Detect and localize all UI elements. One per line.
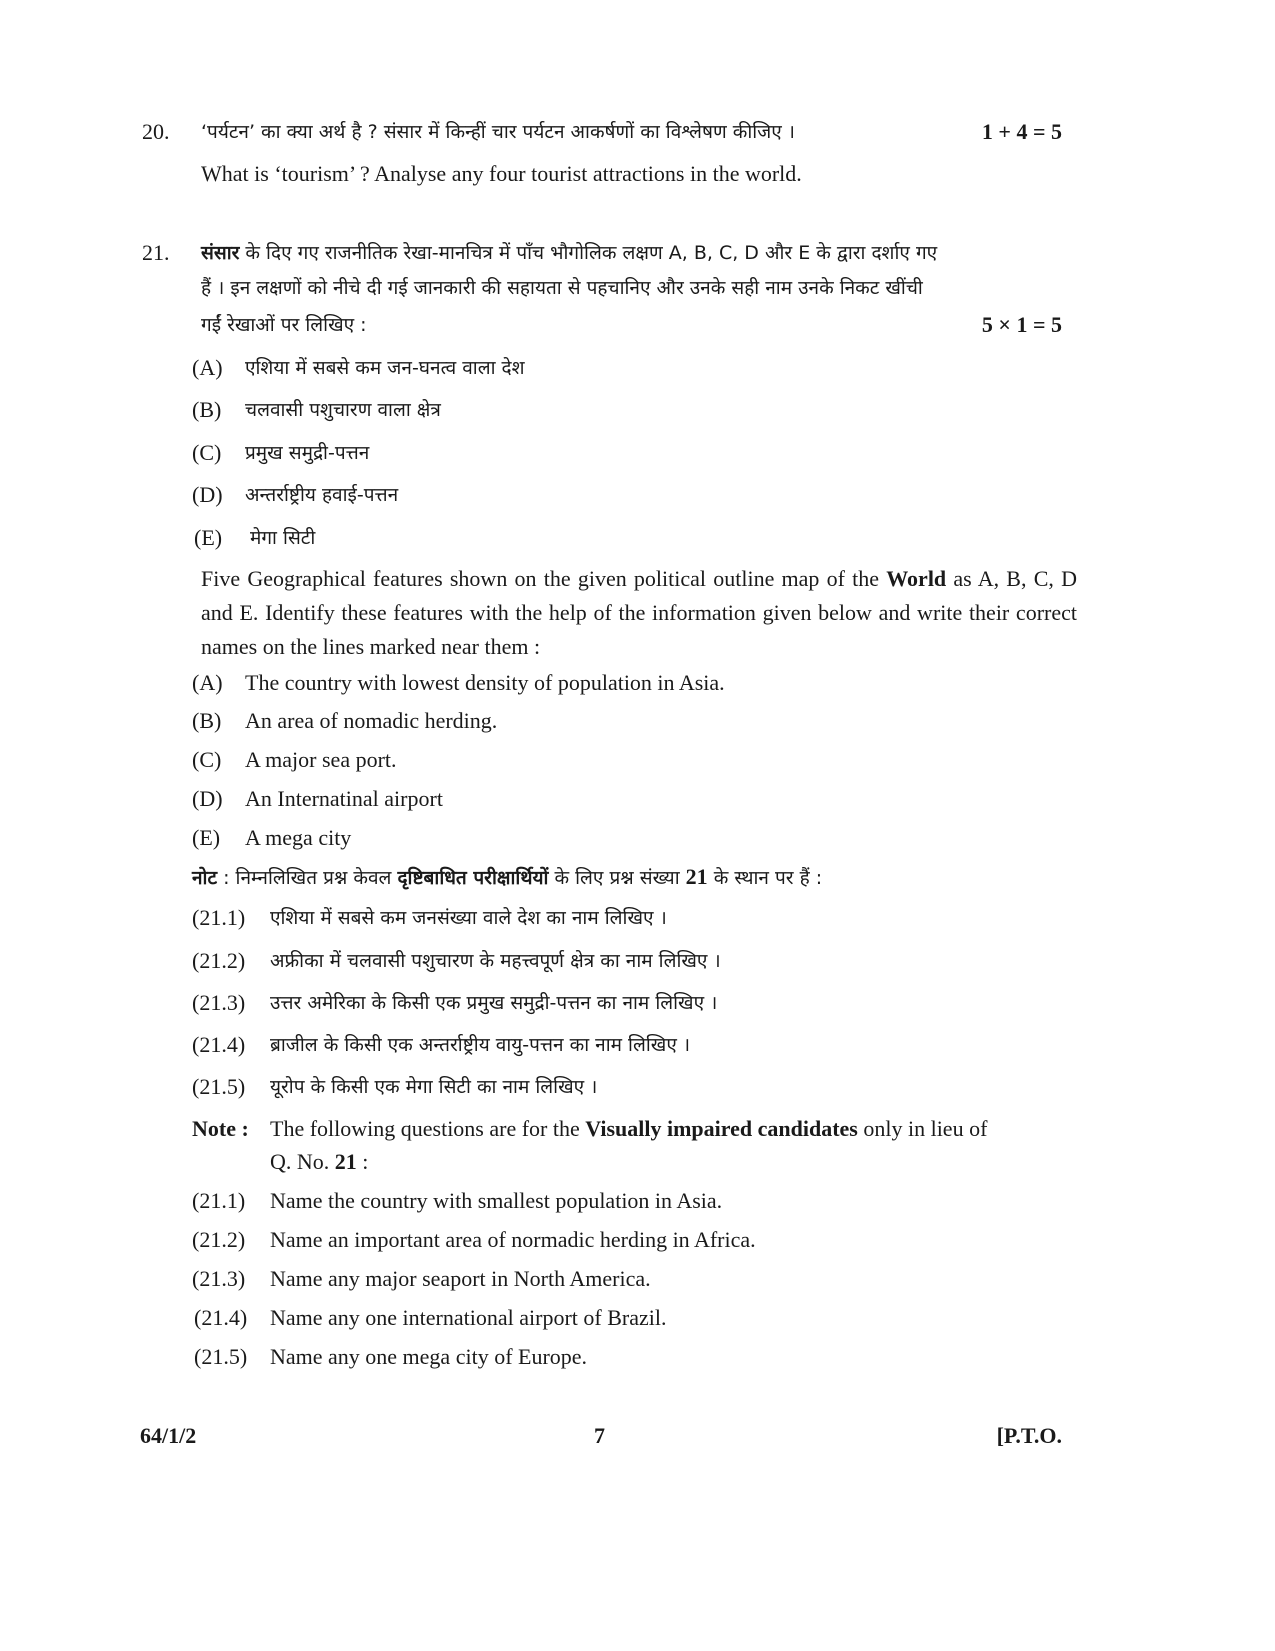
english-option-a-text: The country with lowest density of population in Asia. xyxy=(245,670,725,695)
english-note-item-1-label: (21.1) xyxy=(192,1188,246,1213)
english-note-item-2-label: (21.2) xyxy=(192,1227,246,1252)
english-option-c-label: (C) xyxy=(192,747,222,772)
english-option-a-label: (A) xyxy=(192,670,223,695)
question-21-english-intro xyxy=(201,562,1077,664)
question-20-hindi: ‘पर्यटन’ का क्या अर्थ है ? संसार में किन्हीं चार पर्यटन आकर्षणों का विश्लेषण कीजिए । xyxy=(201,121,796,143)
english-intro-pre: Five Geographical features shown on the given political outline map of the xyxy=(201,566,887,591)
english-note-line2-num: 21 xyxy=(334,1149,357,1174)
english-option-b-label: (B) xyxy=(192,708,222,733)
question-21-number: 21. xyxy=(142,240,170,265)
hindi-note-item-4-label: (21.4) xyxy=(192,1032,246,1057)
question-20-marks: 1 + 4 = 5 xyxy=(981,119,1062,144)
page-number: 7 xyxy=(594,1423,605,1448)
english-note-item-3-text: Name any major seaport in North America. xyxy=(270,1266,651,1291)
please-turn-over: [P.T.O. xyxy=(996,1423,1062,1448)
hindi-note-item-1-label: (21.1) xyxy=(192,905,246,930)
hindi-note-label: नोट xyxy=(192,867,218,889)
question-21-hindi-line3: गईं रेखाओं पर लिखिए : xyxy=(201,314,367,336)
question-20-number: 20. xyxy=(142,119,170,144)
hindi-note-item-2-label: (21.2) xyxy=(192,948,246,973)
english-note-label: Note : xyxy=(192,1116,249,1141)
english-note-bold: Visually impaired candidates xyxy=(585,1116,858,1141)
hindi-note-pre: : निम्नलिखित प्रश्न केवल xyxy=(217,867,398,889)
paper-code: 64/1/2 xyxy=(140,1423,197,1448)
hindi-note-num: 21 xyxy=(685,864,708,889)
hindi-option-c-text: प्रमुख समुद्री-पत्तन xyxy=(245,442,370,464)
hindi-option-c-label: (C) xyxy=(192,440,222,465)
english-option-c-text: A major sea port. xyxy=(245,747,397,772)
english-note-line1 xyxy=(270,1114,1077,1144)
hindi-option-b-text: चलवासी पशुचारण वाला क्षेत्र xyxy=(245,399,441,421)
english-option-d-text: An Internatinal airport xyxy=(245,786,443,811)
hindi-option-b-label: (B) xyxy=(192,397,222,422)
english-note-item-5-text: Name any one mega city of Europe. xyxy=(270,1344,588,1369)
hindi-option-d-text: अन्तर्राष्ट्रीय हवाई-पत्तन xyxy=(245,484,399,506)
english-note-pre: The following questions are for the xyxy=(270,1116,586,1141)
question-21-marks: 5 × 1 = 5 xyxy=(981,312,1062,337)
hindi-option-e-text: मेगा सिटी xyxy=(250,527,316,549)
hindi-note-item-3-text: उत्तर अमेरिका के किसी एक प्रमुख समुद्री-पत्तन का नाम लिखिए । xyxy=(270,992,718,1014)
hindi-option-a-text: एशिया में सबसे कम जन-घनत्व वाला देश xyxy=(245,357,525,379)
english-note-line2-pre: Q. No. xyxy=(270,1149,335,1174)
english-note-item-4-label: (21.4) xyxy=(194,1305,248,1330)
english-option-e-label: (E) xyxy=(192,825,221,850)
hindi-note-post: के स्थान पर हैं : xyxy=(707,867,823,889)
world-bold: World xyxy=(886,566,947,591)
english-option-b-text: An area of nomadic herding. xyxy=(245,708,498,733)
english-note-line2 xyxy=(270,1147,368,1177)
hindi-note-bold: दृष्टिबाधित परीक्षार्थियों xyxy=(397,867,549,889)
english-intro-post: as A, B, C, D and E. Identify these features with the help of the information given below and write their correct names on the lines marked near them : xyxy=(201,566,1077,659)
english-note-item-4-text: Name any one international airport of Brazil. xyxy=(270,1305,667,1330)
english-note-item-2-text: Name an important area of normadic herding in Africa. xyxy=(270,1227,756,1252)
world-hindi-bold: संसार xyxy=(201,242,240,264)
hindi-note-item-4-text: ब्राजील के किसी एक अन्तर्राष्ट्रीय वायु-पत्तन का नाम लिखिए । xyxy=(270,1034,691,1056)
english-option-d-label: (D) xyxy=(192,786,223,811)
hindi-option-e-label: (E) xyxy=(194,525,223,550)
english-option-e-text: A mega city xyxy=(245,825,352,850)
question-21-hindi-line1-text: के दिए गए राजनीतिक रेखा-मानचित्र में पाँच भौगोलिक लक्षण A, B, C, D और E के द्वारा दर्शाए गए xyxy=(239,242,938,264)
hindi-note-item-1-text: एशिया में सबसे कम जनसंख्या वाले देश का नाम लिखिए । xyxy=(270,907,667,929)
hindi-option-d-label: (D) xyxy=(192,482,223,507)
english-note-item-3-label: (21.3) xyxy=(192,1266,246,1291)
english-note-item-5-label: (21.5) xyxy=(194,1344,248,1369)
hindi-note-item-2-text: अफ्रीका में चलवासी पशुचारण के महत्त्वपूर्ण क्षेत्र का नाम लिखिए । xyxy=(270,950,721,972)
question-21-hindi-line1 xyxy=(201,238,937,268)
question-21-hindi-line2: हैं । इन लक्षणों को नीचे दी गई जानकारी की सहायता से पहचानिए और उनके सही नाम उनके निकट खींची xyxy=(201,277,923,299)
hindi-note-item-5-text: यूरोप के किसी एक मेगा सिटी का नाम लिखिए । xyxy=(270,1076,598,1098)
hindi-note xyxy=(192,862,822,893)
english-note-item-1-text: Name the country with smallest population in Asia. xyxy=(270,1188,723,1213)
hindi-option-a-label: (A) xyxy=(192,355,223,380)
hindi-note-item-3-label: (21.3) xyxy=(192,990,246,1015)
hindi-note-mid: के लिए प्रश्न संख्या xyxy=(548,867,686,889)
english-note-post: only in lieu of xyxy=(857,1116,988,1141)
question-20-english: What is ‘tourism’ ? Analyse any four tourist attractions in the world. xyxy=(201,161,802,186)
english-note-line2-post: : xyxy=(356,1149,369,1174)
hindi-note-item-5-label: (21.5) xyxy=(192,1074,246,1099)
